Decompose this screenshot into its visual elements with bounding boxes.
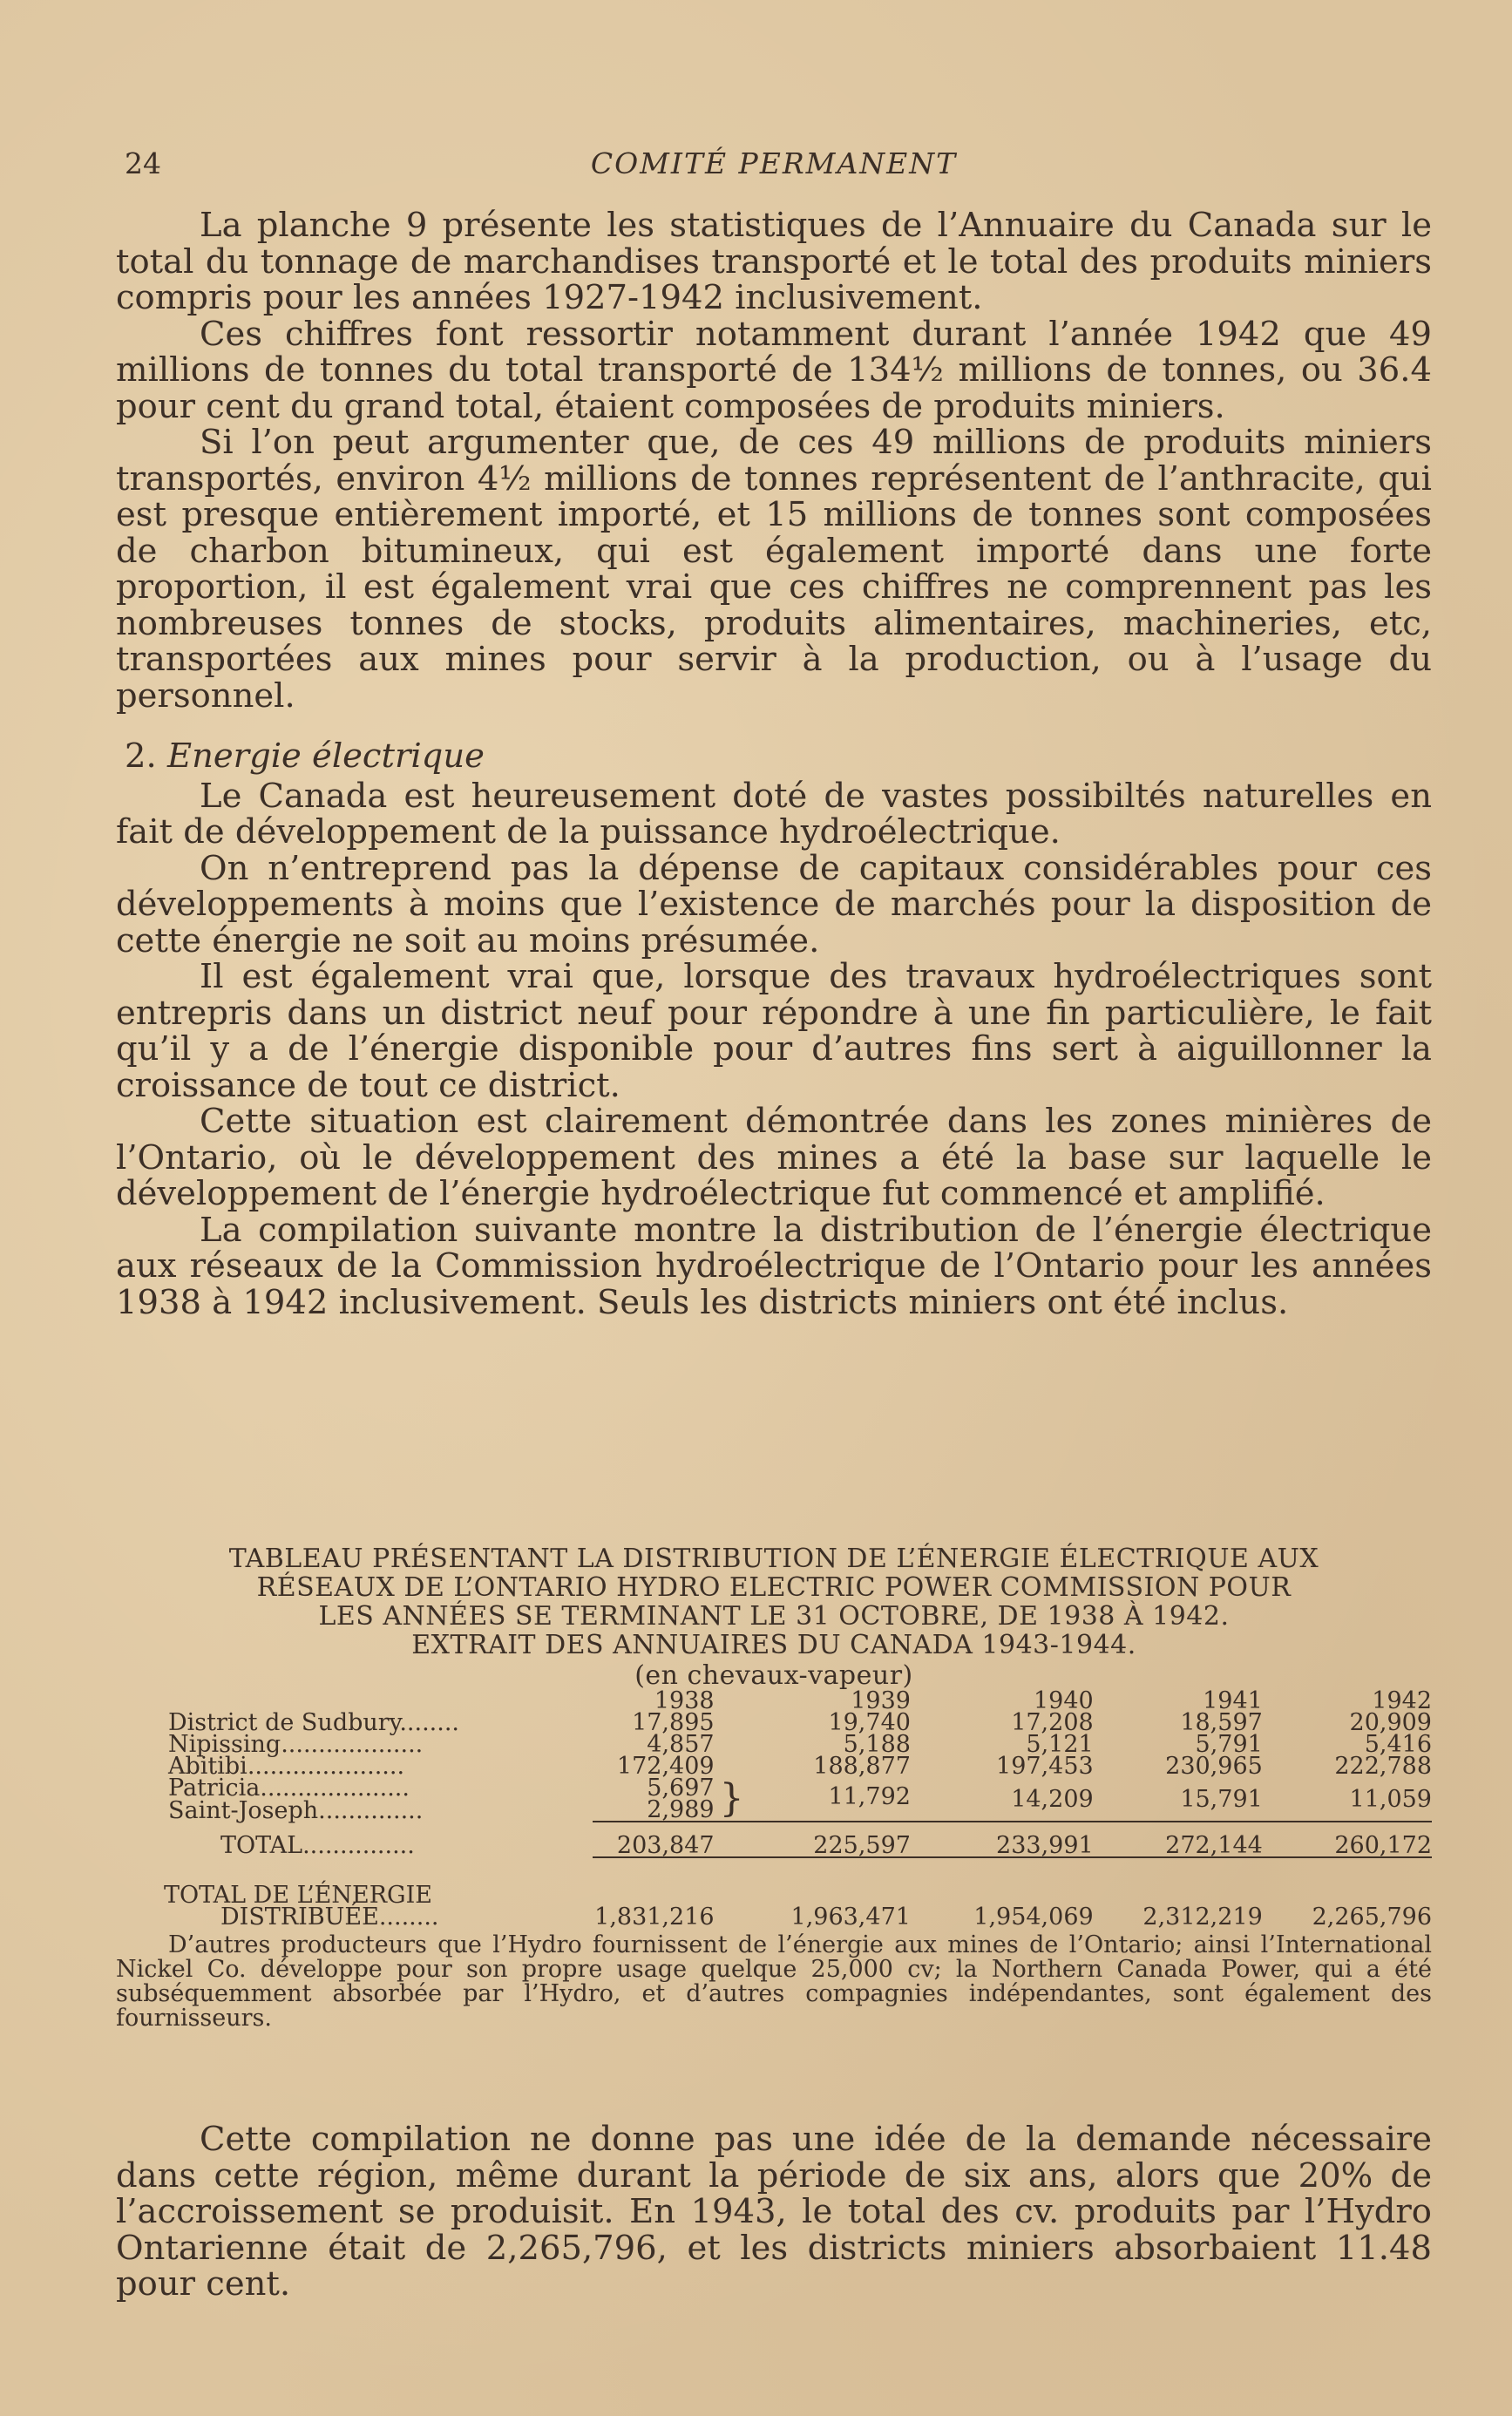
row-label: District de Sudbury........ (168, 1709, 460, 1736)
row-label: TOTAL............... (220, 1832, 415, 1859)
year-header: 1939 (851, 1687, 911, 1714)
total-row (116, 1822, 1432, 1857)
cell: 2,265,796 (1312, 1904, 1432, 1931)
row-label: Abitibi..................... (168, 1753, 405, 1780)
cell: 4,857 (647, 1731, 715, 1758)
cell: 2,312,219 (1142, 1904, 1263, 1931)
page-number: 24 (125, 146, 161, 180)
cell: 1,954,069 (973, 1904, 1094, 1931)
paragraph: Le Canada est heureusement doté de vastes possibiltés naturelles en fait de développement de la puissance hydroélectrique. (116, 776, 1432, 852)
year-header: 1942 (1372, 1687, 1432, 1714)
caption-line: LES ANNÉES SE TERMINANT LE 31 OCTOBRE, DE 1938 À 1942. (318, 1601, 1230, 1632)
paragraph: La planche 9 présente les statistiques de l’Annuaire du Canada sur le total du tonnage de marchandises transporté et le total des produits miniers compris pour les années 1927-1942 inclusivement. (116, 206, 1432, 317)
cell: 203,847 (593, 1822, 714, 1857)
cell: 20,909 (1349, 1709, 1432, 1736)
table-row-grouped (116, 1777, 1432, 1799)
section-title: Energie électrique (166, 736, 485, 776)
cell: 19,740 (828, 1709, 911, 1736)
cell: 17,208 (1011, 1709, 1094, 1736)
row-label: Saint-Joseph.............. (168, 1796, 424, 1824)
year-header: 1938 (654, 1687, 715, 1714)
row-label: DISTRIBUÉE........ (220, 1904, 439, 1931)
cell: 230,965 (1165, 1753, 1263, 1780)
brace-icon: } (719, 1776, 744, 1821)
page-header (116, 146, 1432, 190)
cell-combined: 14,209 (1011, 1785, 1094, 1813)
cell-combined: 15,791 (1180, 1785, 1263, 1813)
caption-line: EXTRAIT DES ANNUAIRES DU CANADA 1943-1944. (411, 1630, 1136, 1660)
section-heading (116, 738, 1432, 775)
cell-combined: } 11,792 (719, 1776, 911, 1821)
table-block (116, 1544, 1432, 2031)
table-unit: (en chevaux-vapeur) (634, 1660, 913, 1691)
cell: 17,895 (632, 1709, 715, 1736)
row-label: TOTAL DE L’ÉNERGIE (164, 1882, 432, 1909)
paragraph: Cette compilation ne donne pas une idée de la demande nécessaire dans cette région, même durant la période de six ans, alors que 20% de l’accroissement se produisit. En 1943, le total des cv. produits par l’Hydro Ontarienne était de 2,265,796, et les districts miniers absorbaient 11.48 pour cent. (116, 2120, 1432, 2304)
rule-row (116, 1857, 1432, 1884)
year-header: 1940 (1033, 1687, 1094, 1714)
distributed-row (116, 1906, 1432, 1928)
table-footnote: D’autres producteurs que l’Hydro fournissent de l’énergie aux mines de l’Ontario; ainsi l’International Nickel Co. développe pour son propre usage quelque 25,000 cv; la Northern Canada Power, qui a été subséquemment absorbée par l’Hydro, et d’autres compagnies indépendantes, sont également des fournisseurs. (116, 1931, 1432, 2032)
cell: 222,788 (1334, 1753, 1432, 1780)
distribution-table (116, 1687, 1432, 1931)
cell: 197,453 (996, 1753, 1094, 1780)
main-text (116, 207, 1432, 1320)
cell: 260,172 (1263, 1822, 1432, 1857)
year-header: 1941 (1203, 1687, 1263, 1714)
paragraph: Si l’on peut argumenter que, de ces 49 millions de produits miniers transportés, environ 4½ millions de tonnes représentent de l’anthracite, qui est presque entièrement importé, et 15 millions de tonnes sont composées de charbon bitumineux, qui est également importé dans une forte proportion, il est également vrai que ces chiffres ne comprennent pas les nombreuses tonnes de stocks, produits alimentaires, machineries, etc, transportées aux mines pour servir à la production, ou à l’usage du personnel. (116, 423, 1432, 716)
cell: 1,963,471 (790, 1904, 911, 1931)
cell: 172,409 (616, 1753, 715, 1780)
cell: 5,791 (1195, 1731, 1263, 1758)
paragraph: La compilation suivante montre la distribution de l’énergie électrique aux réseaux de la Commission hydroélectrique de l’Ontario pour les années 1938 à 1942 inclusivement. Seuls les districts miniers ont été inclus. (116, 1210, 1432, 1322)
table-caption (116, 1544, 1432, 1690)
row-label: Patricia.................... (168, 1775, 410, 1802)
closing-text (116, 2121, 1432, 2303)
cell: 18,597 (1180, 1709, 1263, 1736)
paragraph: Il est également vrai que, lorsque des travaux hydroélectriques sont entrepris dans un district neuf pour répondre à une fin particulière, le fait qu’il y a de l’énergie disponible pour d’autres fins sert à aiguillonner la croissance de tout ce district. (116, 957, 1432, 1105)
cell: 233,991 (911, 1822, 1094, 1857)
cell: 5,121 (1026, 1731, 1094, 1758)
cell: 2,989 (647, 1796, 715, 1823)
cell: 5,188 (843, 1731, 911, 1758)
paragraph: On n’entreprend pas la dépense de capitaux considérables pour ces développements à moins que l’existence de marchés pour la disposition de cette énergie ne soit au moins présumée. (116, 848, 1432, 960)
cell: 1,831,216 (594, 1904, 715, 1931)
row-label: Nipissing................... (168, 1731, 424, 1758)
cell: 225,597 (715, 1822, 911, 1857)
cell: 272,144 (1094, 1822, 1263, 1857)
paragraph: Cette situation est clairement démontrée dans les zones minières de l’Ontario, où le développement des mines a été la base sur laquelle le développement de l’énergie hydroélectrique fut commencé et amplifié. (116, 1102, 1432, 1213)
running-title: COMITÉ PERMANENT (590, 146, 958, 180)
cell-combined: 11,059 (1349, 1785, 1432, 1813)
caption-line: TABLEAU PRÉSENTANT LA DISTRIBUTION DE L’ÉNERGIE ÉLECTRIQUE AUX (228, 1544, 1319, 1574)
paragraph: Ces chiffres font ressortir notamment durant l’année 1942 que 49 millions de tonnes du total transporté de 134½ millions de tonnes, ou 36.4 pour cent du grand total, étaient composées de produits miniers. (116, 314, 1432, 426)
cell: 5,416 (1364, 1731, 1432, 1758)
section-number: 2. (125, 736, 157, 776)
cell: 188,877 (813, 1753, 911, 1780)
cell: 5,697 (647, 1775, 715, 1802)
caption-line: RÉSEAUX DE L’ONTARIO HYDRO ELECTRIC POWER COMMISSION POUR (256, 1572, 1292, 1603)
